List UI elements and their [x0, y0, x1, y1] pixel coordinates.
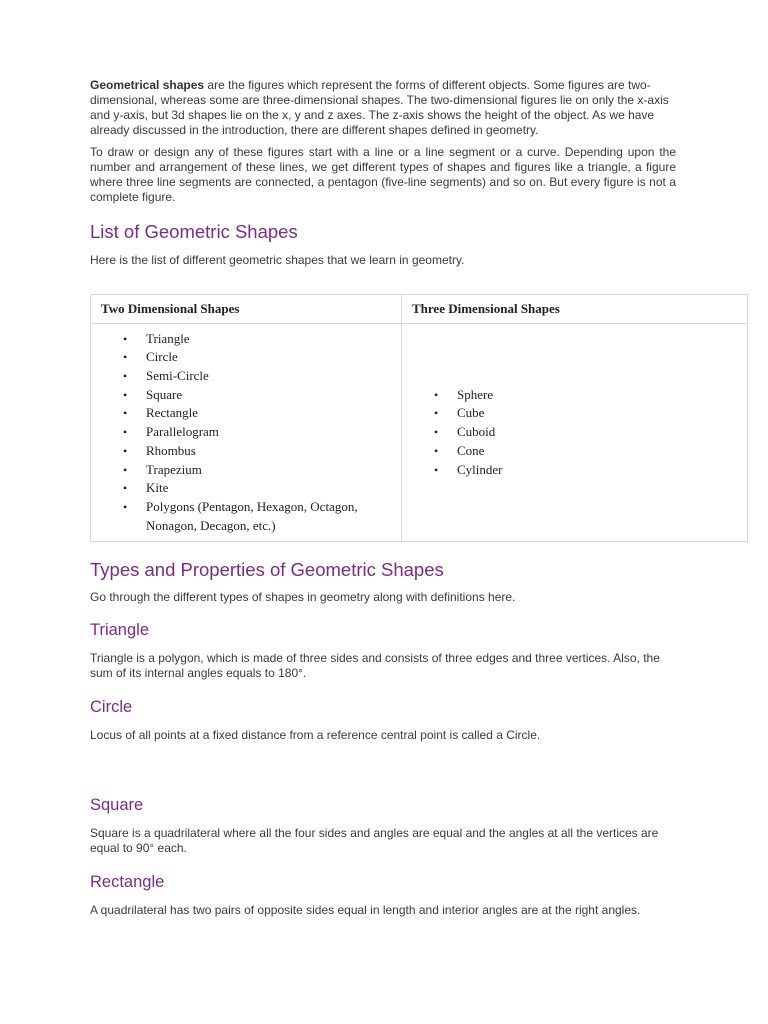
list-item: • Triangle — [123, 330, 401, 349]
list-heading: List of Geometric Shapes — [90, 221, 298, 242]
list-item: • Rectangle — [123, 404, 401, 423]
intro-paragraph-1 — [90, 78, 676, 138]
types-heading: Types and Properties of Geometric Shapes — [90, 559, 444, 580]
list-item: • Cube — [434, 404, 747, 423]
intro-paragraph-2: To draw or design any of these figures start with a line or a line segment or a curve. Depending upon the number and arrangement of these lines, we get different types of shapes and figures like a triangle, a figure where three line segments are connected, a pentagon (five-line segments) and so on. But every figure is not a complete figure. — [90, 145, 676, 204]
circle-text: Locus of all points at a fixed distance from a reference central point is called a Circle. — [90, 728, 541, 742]
two-d-shape-list — [91, 330, 401, 536]
square-heading: Square — [90, 796, 144, 814]
list-item: • Sphere — [434, 386, 747, 405]
intro-bold-term: Geometrical shapes — [90, 78, 205, 92]
list-item: • Circle — [123, 348, 401, 367]
list-item: • Rhombus — [123, 442, 401, 461]
triangle-text: Triangle is a polygon, which is made of three sides and consists of three edges and three vertices. Also, the sum of its internal angles equals to 180°. — [90, 651, 660, 680]
table-header-row — [91, 295, 748, 324]
shapes-table — [90, 294, 748, 542]
list-item: • Trapezium — [123, 461, 401, 480]
header-two-dimensional: Two Dimensional Shapes — [91, 295, 402, 324]
list-item: • Cone — [434, 442, 747, 461]
header-three-dimensional: Three Dimensional Shapes — [402, 295, 748, 324]
list-intro: Here is the list of different geometric shapes that we learn in geometry. — [90, 253, 465, 267]
triangle-heading: Triangle — [90, 621, 149, 639]
rectangle-heading: Rectangle — [90, 873, 165, 891]
three-d-shape-list — [402, 386, 747, 480]
list-item: • Polygons (Pentagon, Hexagon, Octagon, Nonagon, Decagon, etc.) — [123, 498, 401, 535]
types-section — [90, 559, 676, 918]
list-item: • Square — [123, 386, 401, 405]
list-item: • Parallelogram — [123, 423, 401, 442]
square-text: Square is a quadrilateral where all the four sides and angles are equal and the angles at all the vertices are equal to 90° each. — [90, 826, 659, 855]
table-row — [91, 324, 748, 542]
list-item: • Semi-Circle — [123, 367, 401, 386]
types-intro: Go through the different types of shapes in geometry along with definitions here. — [90, 590, 516, 604]
intro-paragraph-1-text: are the figures which represent the forms of different objects. Some figures are two-dimensional, whereas some are three-dimensional shapes. The two-dimensional figures lie on only the x-axis and y-axis, but 3d shapes lie on the x, y and z axes. The z-axis shows the height of the object. As we have already discussed in the introduction, there are different shapes defined in geometry. — [90, 78, 669, 137]
list-item: • Cuboid — [434, 423, 747, 442]
circle-heading: Circle — [90, 698, 133, 716]
list-item: • Kite — [123, 479, 401, 498]
two-d-cell — [91, 324, 402, 542]
intro-section — [90, 78, 676, 268]
rectangle-text: A quadrilateral has two pairs of opposite sides equal in length and interior angles are at the right angles. — [90, 903, 641, 917]
list-item: • Cylinder — [434, 461, 747, 480]
three-d-cell — [402, 324, 748, 542]
